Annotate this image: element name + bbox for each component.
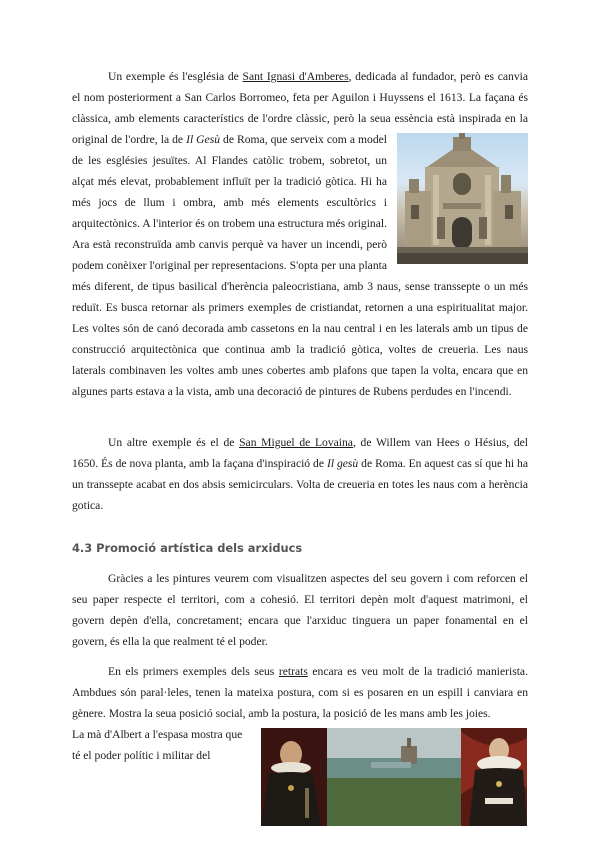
- archdukes-portrait-painting: [261, 728, 527, 826]
- section-archdukes-text: [72, 568, 528, 652]
- emphasis-il-gesu: Il Gesù: [186, 133, 221, 146]
- paragraph-sant-ignasi: Un exemple és l'església de Sant Ignasi d'Amberes, dedicada al fundador, però es canvia el nom posteriorment a San Carlos Borromeo, feta per Aguilon i Huyssens el 1613. La façana és clàssica, amb elements característics de l'ordre clàssic, però la seua essència està inspirada en la original de l'ordre, la de Il Gesù de Roma, que serveix com a model de les esglésies jesuïtes. Al Flandes catòlic trobem, sobretot, un alçat més elevat, probablement influït per la tradició gòtica. Hi ha més jocs de llum i ombra, amb més elements escultòrics i arquitectònics. A l'interior és on trobem una estructura més original. Ara està reconstruïda amb canvis perquè va haver un incendi, però podem conèixer l'original per representacions. S'opta per una planta més diferent, de tipus basilical d'herència paleocristiana, amb 3 naus, sense transsepte o un més reduït. Es busca retornar als primers exemples de cristiandat, retornen a una espiritualitat major. Les voltes són de canó decorada amb cassetons en la nau central i en les laterals amb un tipus de construcció arquitectònica que continua amb la tradició gòtica, voltes de creueria. Les naus laterals combinaven les voltes amb unes cobertes amb plafons que tapen la volta, encara que en algunes parts estava a la vista, amb una decoració de pintures de Rubens perdudes en l'incendi.: [72, 70, 529, 398]
- emphasis-il-gesu-2: Il gesù: [326, 457, 359, 470]
- section-albert-text: [72, 724, 258, 766]
- section-church-text: [72, 66, 528, 402]
- section-portraits-text: [72, 661, 528, 724]
- church-facade-image: [397, 133, 528, 264]
- link-retrats[interactable]: retrats: [278, 665, 308, 678]
- paragraph-san-miguel: Un altre exemple és el de San Miguel de Lovaina, de Willem van Hees o Hésius, del 1650. És de nova planta, amb la façana d'inspiració de Il gesù de Roma. En aquest cas sí que hi ha un transsepte acabat en dos absis semicirculars. Volta de creueria en totes les naus com a herència gotica.: [72, 436, 528, 512]
- paragraph-retrats: En els primers exemples dels seus retrats encara es veu molt de la tradició manierista. Ambdues són paral·leles, tenen la mateixa postura, com si es posaren en un espill i canviara en gènere. Mostra la seua posició social, amb la postura, la posició de les mans amb les joies.: [72, 665, 528, 720]
- link-san-miguel[interactable]: San Miguel de Lovaina: [239, 436, 353, 449]
- link-sant-ignasi[interactable]: Sant Ignasi d'Amberes: [242, 70, 349, 83]
- section-heading-block: [72, 541, 528, 555]
- paragraph-albert: La mà d'Albert a l'espasa mostra que té el poder polític i militar del: [72, 728, 243, 762]
- section-lovaina-text: [72, 432, 528, 516]
- paragraph-pintures: Gràcies a les pintures veurem com visualitzen aspectes del seu govern i com reforcen el seu paper respecte el territori, com a cohesió. El territori depèn molt d'aquest matrimoni, el govern depèn d'ella, concretament; encara que l'arxiduc tinguera un paper fonamental en el govern, és ella la que realment té el poder.: [72, 572, 528, 648]
- section-heading: 4.3 Promoció artística dels arxiducs: [72, 541, 303, 555]
